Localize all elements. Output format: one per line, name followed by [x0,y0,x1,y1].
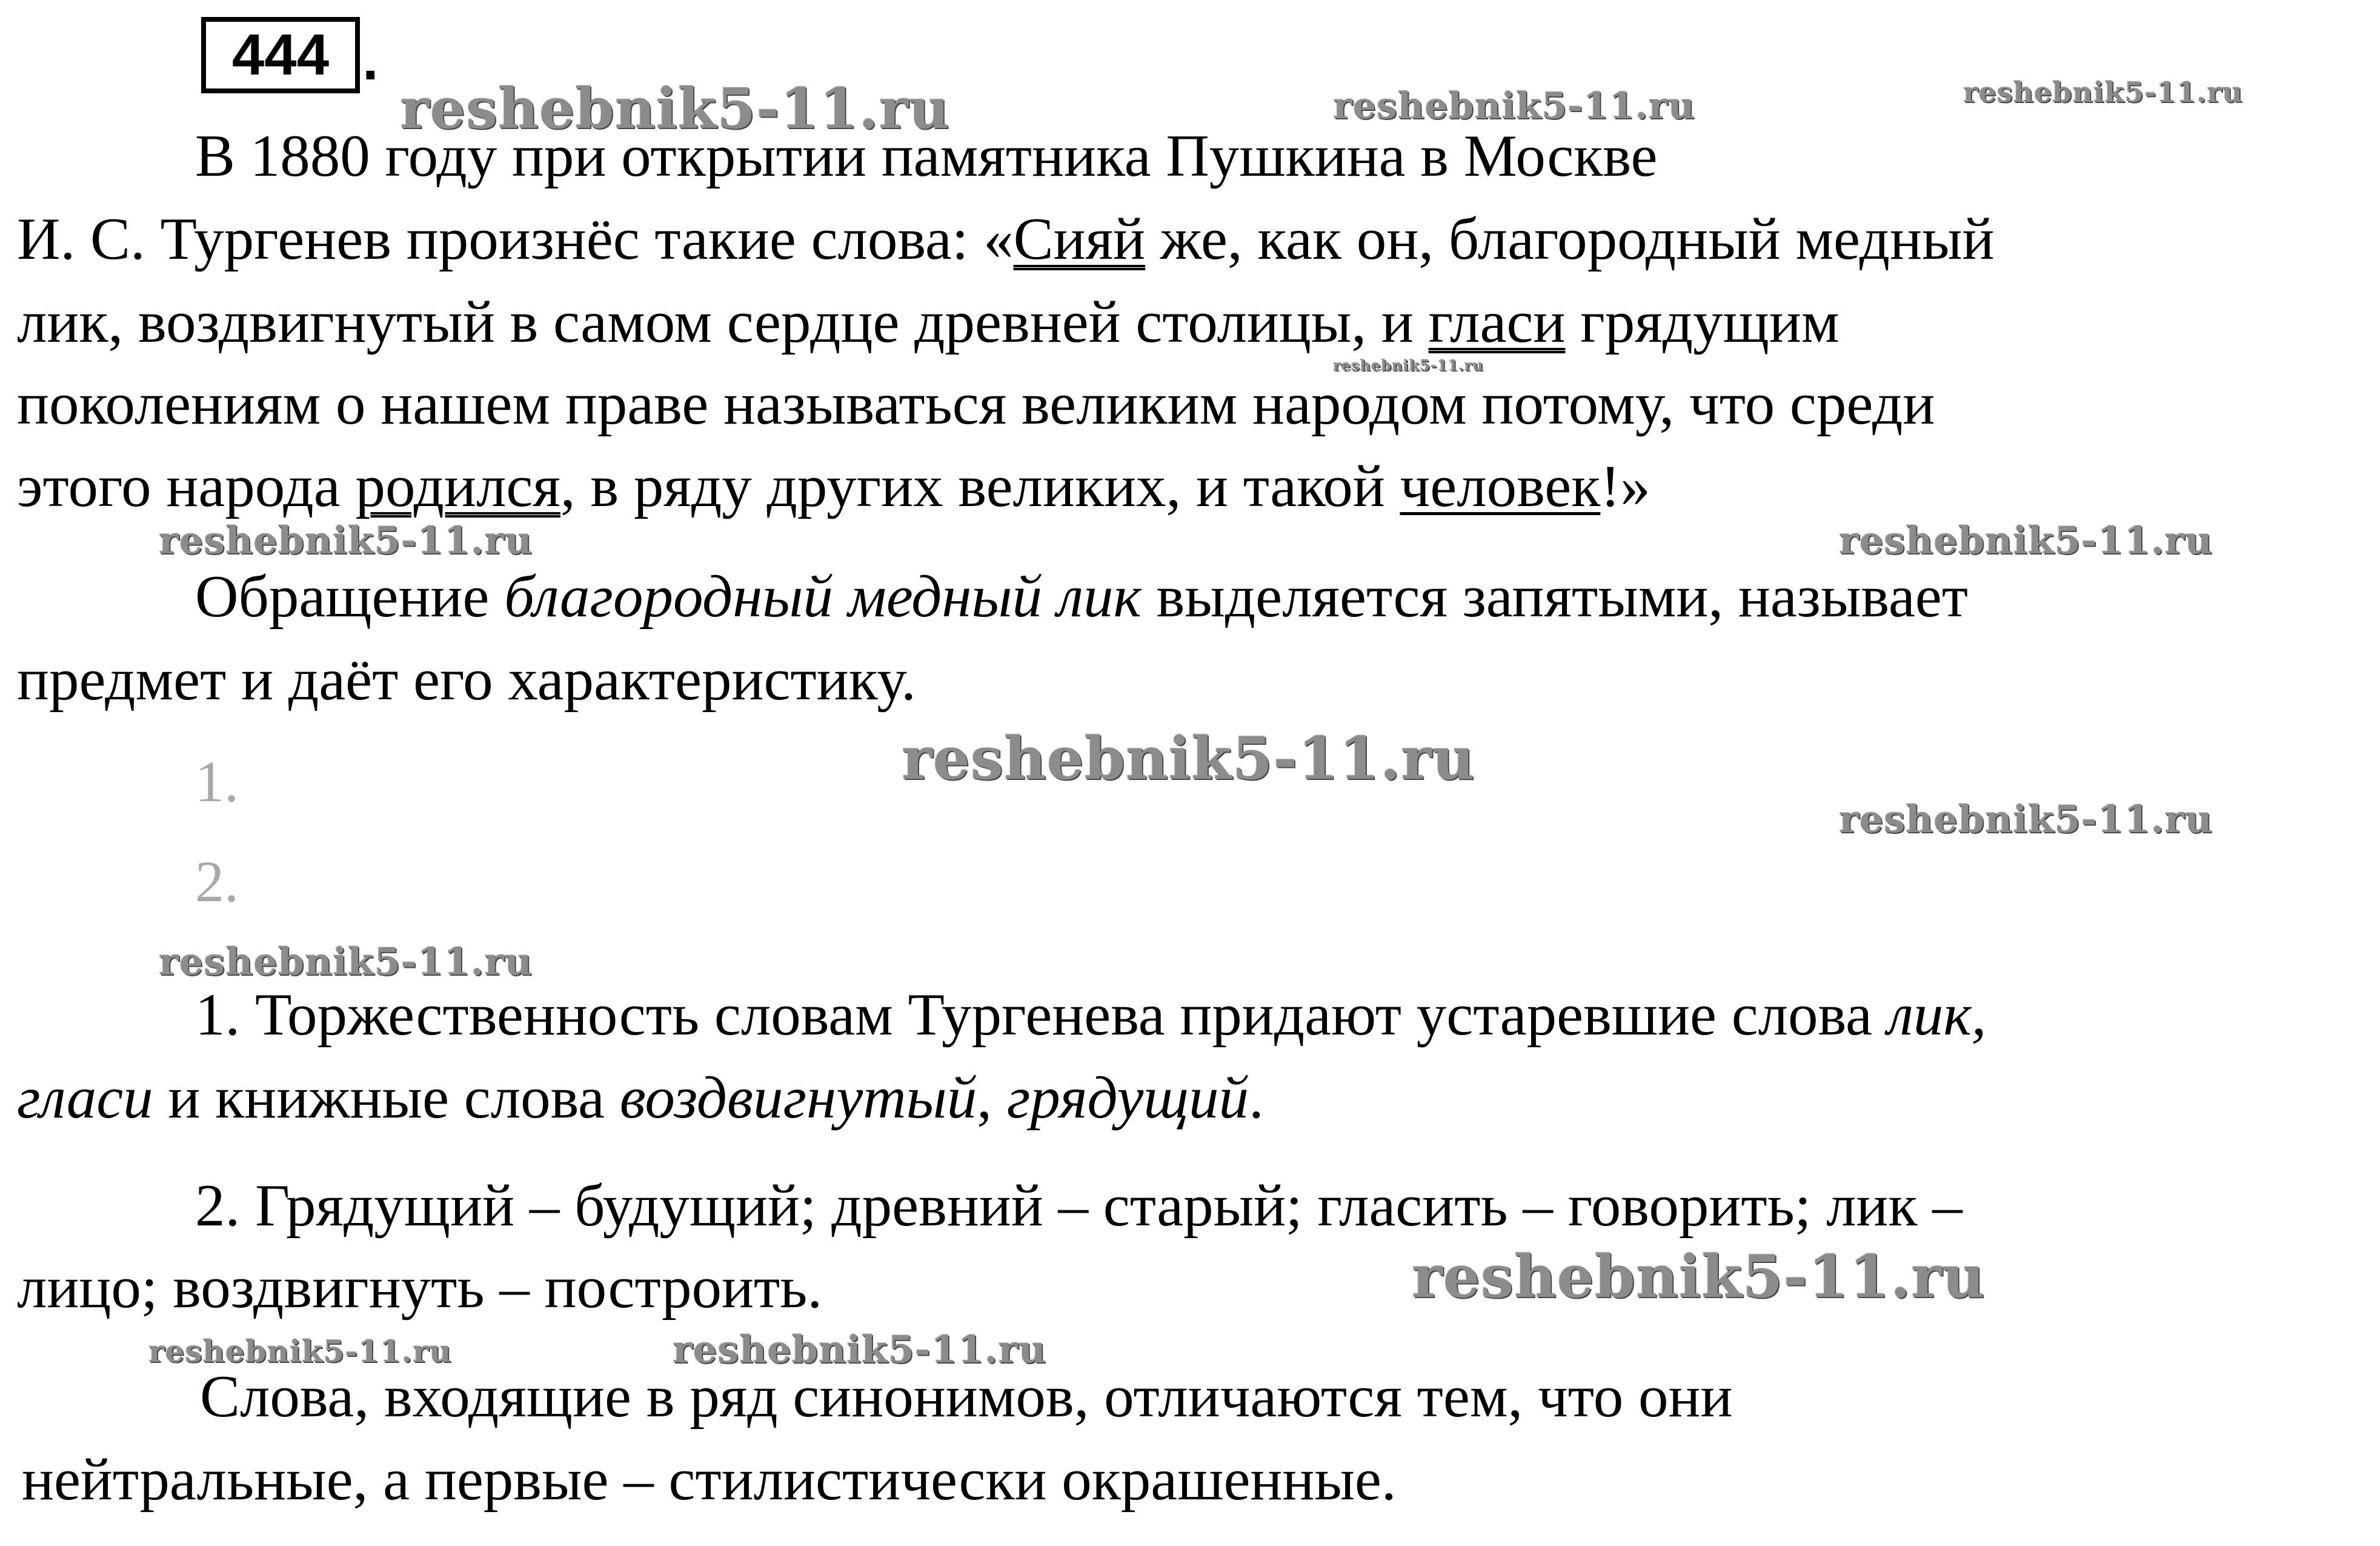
text-run: выделяется запятыми, называет [1141,564,1968,630]
text-run: , в ряду других великих, и такой [560,453,1400,519]
paragraph-5-line-2: нейтральные, а первые – стилистически окрашенные. [22,1447,1397,1513]
text-run: 1. Торжественность словам Тургенева придают устаревшие слова [195,982,1887,1048]
text-run: !» [1600,453,1650,519]
paragraph-3-line-1 [195,979,1986,1051]
watermark: reshebnik5-11.ru [1333,356,1484,374]
underlined-predicate-siyai: Сияй [1013,206,1146,272]
list-number-2: 2. [195,849,239,914]
paragraph-1-line-4: поколениям о нашем праве называться великим народом потому, что среди [17,371,1935,437]
watermark: reshebnik5-11.ru [1839,797,2213,841]
paragraph-1-line-1: В 1880 году при открытии памятника Пушкина в Москве [195,123,1658,189]
watermark: reshebnik5-11.ru [400,76,950,141]
italic-term: лик, [1887,982,1987,1048]
task-number-box: 444 [201,17,360,93]
text-run: И. С. Тургенев произнёс такие слова: « [17,206,1014,272]
paragraph-3-line-2 [17,1062,1264,1135]
watermark: reshebnik5-11.ru [148,1333,452,1369]
underlined-predicate-glasi: гласи [1428,289,1566,355]
watermark: reshebnik5-11.ru [1839,518,2213,562]
watermark: reshebnik5-11.ru [902,724,1475,793]
watermark: reshebnik5-11.ru [1963,76,2243,108]
text-run: лик, воздвигнутый в самом сердце древней столицы, и [17,289,1429,355]
underlined-predicate-rodilsya: родился [355,453,560,519]
paragraph-5-line-1: Слова, входящие в ряд синонимов, отличаются тем, что они [200,1364,1733,1430]
paragraph-4-line-2: лицо; воздвигнуть – построить. [17,1254,823,1321]
text-run: грядущим [1565,289,1840,355]
watermark: reshebnik5-11.ru [673,1327,1046,1371]
text-run: этого народа [17,453,356,519]
paragraph-1-line-5 [17,450,1650,523]
text-run: же, как он, благородный медный [1145,206,1995,272]
watermark: reshebnik5-11.ru [159,939,533,984]
task-number-dot: . [362,27,379,92]
text-run: Обращение [195,564,505,630]
paragraph-4-line-1: 2. Грядущий – будущий; древний – старый; гласить – говорить; лик – [195,1173,1963,1239]
italic-term: воздвигнутый [619,1065,977,1131]
text-run: и книжные слова [153,1065,620,1131]
list-number-1: 1. [195,749,239,814]
italic-term: гласи [17,1065,153,1131]
italic-term: грядущий [1006,1065,1249,1131]
paragraph-1-line-2 [17,203,1995,276]
watermark: reshebnik5-11.ru [1333,85,1695,127]
paragraph-2-line-1 [195,561,1968,633]
watermark: reshebnik5-11.ru [1412,1242,1986,1311]
paragraph-2-line-2: предмет и даёт его характеристику. [17,647,916,713]
italic-term: благородный медный лик [504,564,1142,630]
text-run: . [1249,1065,1264,1131]
watermark: reshebnik5-11.ru [159,518,533,562]
underlined-subject-chelovek: человек [1400,453,1601,519]
text-run: , [977,1065,1007,1131]
paragraph-1-line-3 [17,286,1840,359]
